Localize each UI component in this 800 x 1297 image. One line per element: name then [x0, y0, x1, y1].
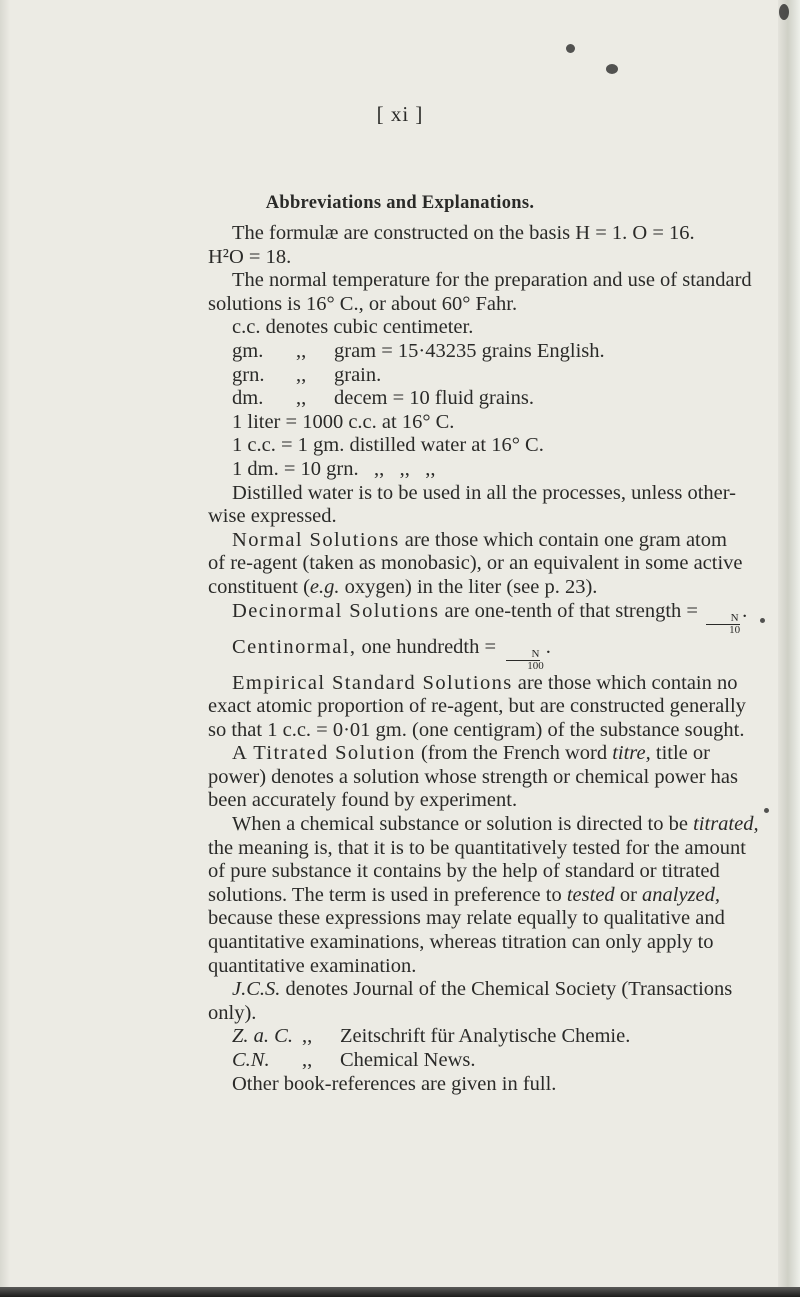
abbr-meaning: gram = 15·43235 grains English.: [334, 339, 605, 362]
cc-gm-line: 1 c.c. = 1 gm. distilled water at 16° C.: [232, 434, 544, 457]
normal-solutions-line-3: [208, 576, 788, 600]
when-line-1: [208, 813, 788, 837]
empirical-text: are those which contain no: [512, 671, 738, 694]
centinormal-fraction: [503, 649, 544, 672]
when-line-6: quantitative examinations, whereas titration can only apply to: [208, 931, 714, 954]
fraction-denominator: 100: [527, 659, 544, 672]
ditto-mark: ,,: [296, 363, 307, 386]
journal-meaning: denotes Journal of the Chemical Society (Transactions: [285, 978, 733, 1001]
decinormal-term: Decinormal Solutions: [232, 599, 440, 622]
abbr-term: gm.: [232, 339, 264, 362]
abbreviation-row: [208, 387, 788, 411]
abbreviation-row: [208, 340, 788, 364]
distilled-line-1: Distilled water is to be used in all the processes, unless other-: [232, 481, 737, 504]
journal-row: [208, 1049, 788, 1073]
page-bottom-edge: [0, 1287, 800, 1297]
abbreviation-row: [208, 364, 788, 388]
titre-word: titre,: [612, 742, 651, 765]
cc-definition: c.c. denotes cubic centimeter.: [232, 316, 474, 339]
journal-term: J.C.S.: [232, 978, 281, 1001]
normal-solutions-line-1: [208, 529, 788, 553]
decinormal-line: Decinormal Solutions are one-tenth of that strength = $\frac{N}{10}$ .: [232, 599, 748, 636]
journal-jcs-cont: only).: [208, 1001, 257, 1024]
titrated-line-1: [208, 742, 788, 766]
normal-solutions-text: are those which contain one gram atom: [399, 528, 727, 551]
journal-meaning: Chemical News.: [340, 1049, 476, 1071]
decinormal-fraction: [705, 613, 740, 636]
water-line: H²O = 18.: [208, 245, 292, 268]
centinormal-text: one hundredth =: [356, 635, 502, 658]
fraction-numerator: N: [706, 613, 740, 625]
empirical-line-3: so that 1 c.c. = 0·01 gm. (one centigram) of the substance sought.: [208, 718, 745, 741]
abbr-meaning: decem = 10 fluid grains.: [334, 387, 534, 410]
centinormal-line: Centinormal, one hundredth = $\frac{N}{100}$ .: [232, 635, 551, 672]
abbr-term: grn.: [232, 363, 265, 386]
distilled-line-2: wise expressed.: [208, 505, 337, 528]
page-body: [208, 222, 788, 1096]
or-word: or: [614, 883, 643, 906]
when-line-7: quantitative examination.: [208, 954, 417, 977]
normal-temp-line-2: solutions is 16° C., or about 60° Fahr.: [208, 292, 518, 315]
analyzed-word: analyzed,: [642, 883, 721, 906]
titrated-text-b: title or: [650, 742, 710, 765]
when-line-2: the meaning is, that it is to be quantitatively tested for the amount: [208, 836, 747, 859]
journal-term: Z. a. C.: [232, 1025, 293, 1048]
eg-abbreviation: e.g.: [309, 575, 340, 598]
titrated-term: A Titrated Solution: [232, 742, 416, 765]
centinormal-term: Centinormal,: [232, 635, 357, 658]
ditto-mark: ,,: [302, 1025, 313, 1048]
titrated-line-2: power) denotes a solution whose strength or chemical power has: [208, 765, 739, 788]
ditto-mark: ,,: [296, 339, 307, 362]
dm-grn-line: 1 dm. = 10 grn. ,, ,, ,,: [232, 457, 436, 480]
other-references: Other book-references are given in full.: [232, 1072, 557, 1095]
when-text: solutions. The term is used in preference to: [208, 883, 567, 906]
liter-line: 1 liter = 1000 c.c. at 16° C.: [232, 410, 455, 433]
ditto-mark: ,,: [302, 1049, 313, 1071]
tested-word: tested: [566, 883, 615, 906]
empirical-line-2: exact atomic proportion of re-agent, but are constructed generally: [208, 695, 746, 718]
empirical-line-1: [208, 672, 788, 696]
ink-spot: [779, 4, 789, 20]
normal-solutions-line-2: of re-agent (taken as monobasic), or an equivalent in some active: [208, 552, 743, 575]
journal-term: C.N.: [232, 1049, 270, 1071]
formulae-line: The formulæ are constructed on the basis H = 1. O = 16.: [232, 222, 695, 244]
journal-meaning: Zeitschrift für Analytische Chemie.: [340, 1025, 631, 1048]
when-text: When a chemical substance or solution is directed to be: [232, 813, 694, 836]
page-number: [ xi ]: [376, 102, 424, 126]
when-line-3: of pure substance it contains by the help of standard or titrated: [208, 860, 720, 883]
when-line-4: [208, 884, 788, 908]
journal-row: [208, 1025, 788, 1049]
when-line-5: because these expressions may relate equally to qualitative and: [208, 907, 725, 930]
titrated-word: titrated,: [693, 813, 759, 836]
abbr-meaning: grain.: [334, 363, 382, 386]
decinormal-text: are one-tenth of that strength =: [439, 599, 704, 622]
ditto-mark: ,,: [296, 387, 307, 410]
ink-spot: [606, 64, 618, 74]
empirical-term: Empirical Standard Solutions: [232, 671, 513, 694]
normal-text-a: constituent (: [208, 575, 310, 598]
titrated-line-3: been accurately found by experiment.: [208, 789, 518, 812]
abbr-term: dm.: [232, 387, 264, 410]
journal-jcs-line: [208, 978, 788, 1002]
titrated-text-a: (from the French word: [415, 742, 613, 765]
ink-spot: [566, 44, 575, 53]
section-heading: Abbreviations and Explanations.: [265, 193, 535, 213]
normal-solutions-term: Normal Solutions: [232, 528, 400, 551]
fraction-numerator: N: [506, 649, 540, 661]
fraction-denominator: 10: [729, 623, 741, 636]
normal-temp-line-1: The normal temperature for the preparation and use of standard: [232, 269, 752, 292]
normal-text-b: oxygen) in the liter (see p. 23).: [339, 575, 598, 598]
